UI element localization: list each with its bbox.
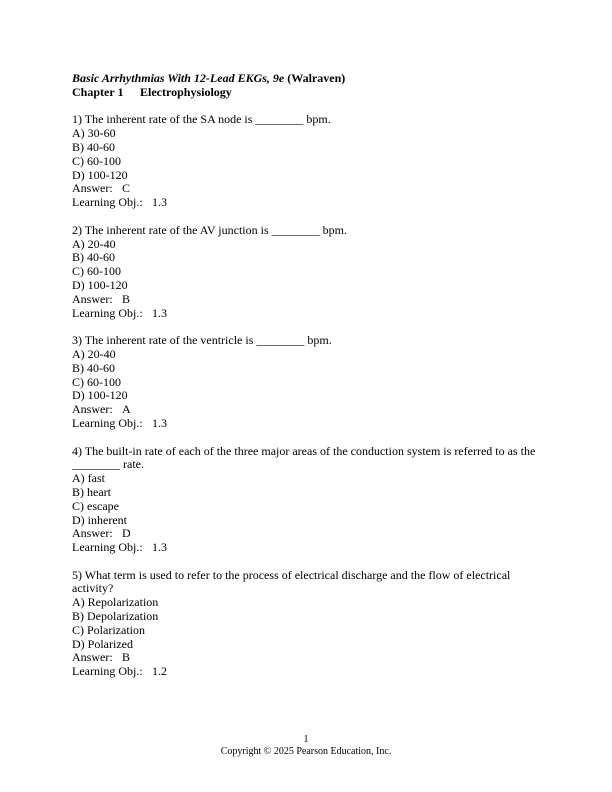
learning-obj-label: Learning Obj.: (72, 415, 143, 430)
page-content (72, 72, 540, 679)
learning-obj-value: 1.2 (152, 664, 167, 679)
option-d: D) inherent (72, 512, 127, 527)
option-c: C) Polarization (72, 622, 145, 637)
option-a: A) Repolarization (72, 595, 159, 610)
option-b: B) 40-60 (72, 250, 115, 265)
option-c: C) escape (72, 498, 119, 513)
chapter-heading (72, 86, 540, 100)
learning-obj-line (72, 665, 540, 679)
answer-label: Answer: (72, 402, 113, 417)
question-stem: 4) The built-in rate of each of the three major areas of the conduction system is referred to as the ________ rate. (72, 443, 536, 472)
option-c: C) 60-100 (72, 374, 121, 389)
option-c: C) 60-100 (72, 153, 121, 168)
option-b: B) 40-60 (72, 139, 115, 154)
learning-obj-label: Learning Obj.: (72, 664, 143, 679)
question-3 (72, 334, 540, 431)
answer-value: C (122, 181, 131, 196)
question-2 (72, 224, 540, 321)
learning-obj-line (72, 541, 540, 555)
learning-obj-value: 1.3 (152, 195, 167, 210)
answer-line (72, 403, 540, 417)
question-stem: 2) The inherent rate of the AV junction is ________ bpm. (72, 222, 347, 237)
option-c: C) 60-100 (72, 264, 121, 279)
option-b: B) heart (72, 484, 111, 499)
learning-obj-label: Learning Obj.: (72, 195, 143, 210)
option-b: B) Depolarization (72, 609, 159, 624)
question-4 (72, 445, 540, 555)
answer-label: Answer: (72, 291, 113, 306)
book-author: (Walraven) (287, 71, 346, 85)
answer-label: Answer: (72, 526, 113, 541)
question-stem: 3) The inherent rate of the ventricle is ________ bpm. (72, 333, 332, 348)
chapter-title: Electrophysiology (140, 84, 232, 99)
answer-line (72, 651, 540, 665)
option-a: A) fast (72, 471, 105, 486)
learning-obj-line (72, 307, 540, 321)
question-5 (72, 569, 540, 679)
learning-obj-line (72, 417, 540, 431)
page-footer (0, 734, 612, 757)
answer-label: Answer: (72, 181, 113, 196)
answer-value: B (122, 650, 131, 665)
option-d: D) Polarized (72, 636, 133, 651)
copyright-notice: Copyright © 2025 Pearson Education, Inc. (220, 745, 392, 757)
learning-obj-value: 1.3 (152, 540, 167, 555)
option-a: A) 30-60 (72, 126, 116, 141)
answer-value: A (122, 402, 131, 417)
option-a: A) 20-40 (72, 236, 116, 251)
option-b: B) 40-60 (72, 360, 115, 375)
answer-value: B (122, 291, 131, 306)
chapter-label: Chapter 1 (72, 84, 124, 99)
learning-obj-value: 1.3 (152, 305, 167, 320)
answer-line (72, 293, 540, 307)
question-stem: 5) What term is used to refer to the process of electrical discharge and the flow of electrical activity? (72, 567, 511, 596)
book-title: Basic Arrhythmias With 12-Lead EKGs, 9e (72, 71, 285, 85)
learning-obj-label: Learning Obj.: (72, 540, 143, 555)
learning-obj-line (72, 196, 540, 210)
answer-label: Answer: (72, 650, 113, 665)
answer-line (72, 182, 540, 196)
learning-obj-label: Learning Obj.: (72, 305, 143, 320)
option-d: D) 100-120 (72, 388, 128, 403)
answer-line (72, 527, 540, 541)
learning-obj-value: 1.3 (152, 415, 167, 430)
book-title-line (72, 72, 540, 86)
question-stem: 1) The inherent rate of the SA node is ________ bpm. (72, 112, 331, 127)
option-d: D) 100-120 (72, 277, 128, 292)
option-a: A) 20-40 (72, 346, 116, 361)
option-d: D) 100-120 (72, 167, 128, 182)
question-1 (72, 113, 540, 210)
page-number: 1 (303, 734, 309, 745)
answer-value: D (122, 526, 131, 541)
